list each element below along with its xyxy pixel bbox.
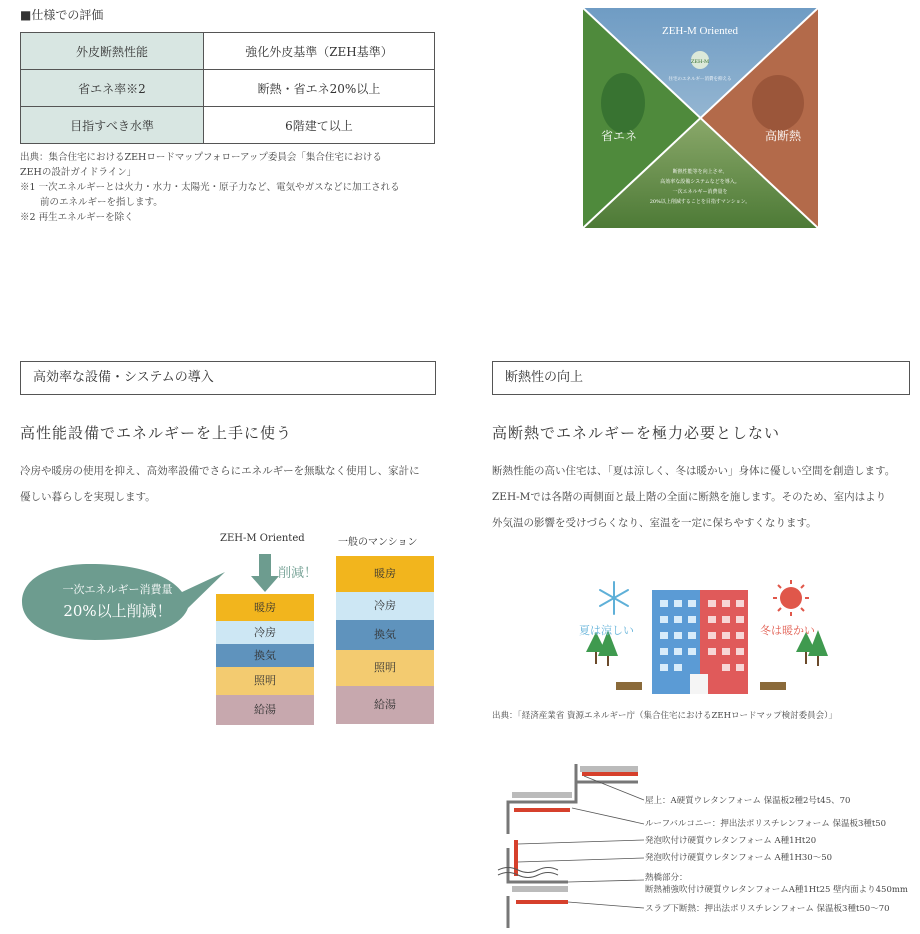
spec-label: 外皮断熱性能: [21, 33, 204, 70]
bar-general-cooling: 冷房: [336, 592, 434, 620]
bar-zeh-lighting: 照明: [216, 667, 314, 695]
poster-bottom-line: 断熱性能等を向上させ、: [672, 169, 728, 175]
legend-thermal-bridge: 熱橋部分：: [645, 873, 688, 883]
zeh-poster-image: [583, 8, 818, 228]
spec-label: [21, 70, 204, 107]
poster-bottom-line: 20%以上削減することを目指すマンション。: [649, 199, 751, 205]
legend-slab: スラブ下断熱：押出法ポリスチレンフォーム 保温板3種t50～70: [645, 904, 890, 914]
equipment-lead: 高性能設備でエネルギーを上手に使う: [20, 424, 293, 442]
bar-zeh-hotwater: 給湯: [216, 695, 314, 725]
poster-title: ZEH-M Oriented: [661, 25, 739, 37]
col-label-general: 一般のマンション: [338, 537, 418, 548]
bubble-line-2: 20%以上削減！: [63, 602, 172, 620]
body-line: 外気温の影響を受けづらくなり、室温を一定に保ちやすくなります。: [492, 517, 817, 529]
down-arrow-icon: [250, 554, 280, 594]
legend-foam-b: 発泡吹付け硬質ウレタンフォーム A種1H30～50: [645, 853, 833, 863]
spec-value: 断熱・省エネ20%以上: [204, 70, 435, 107]
bar-general-lighting: 照明: [336, 650, 434, 686]
spec-notes: [20, 150, 440, 225]
snowflake-icon: [600, 582, 628, 614]
table-row: [21, 107, 435, 144]
equipment-body: [20, 458, 440, 510]
note-line: 前のエネルギーを指します。: [40, 197, 163, 208]
spec-value: 強化外皮基準（ZEH基準）: [204, 33, 435, 70]
col-label-zeh: ZEH-M Oriented: [220, 533, 305, 544]
bar-zeh-ventilation: 換気: [216, 644, 314, 667]
legend-roof: 屋上：A硬質ウレタンフォーム 保温板2種2号t45、70: [645, 796, 851, 806]
spec-label-text: 省エネ率※2: [78, 81, 146, 96]
bar-zeh-heating: 暖房: [216, 594, 314, 621]
section-heading-equipment: 高効率な設備・システムの導入: [20, 361, 436, 395]
poster-bottom-line: 一次エネルギー消費量を: [672, 189, 728, 195]
body-line: 断熱性能の高い住宅は、「夏は涼しく、冬は暖かい」身体に優しい空間を創造します。: [492, 465, 896, 477]
winter-warm-label: 冬は暖かい: [760, 624, 815, 637]
note-line: ZEHの設計ガイドライン」: [20, 167, 137, 178]
section-heading-insulation: 断熱性の向上: [492, 361, 910, 395]
note-line: 出典：集合住宅におけるZEHロードマップフォローアップ委員会「集合住宅における: [20, 152, 382, 163]
poster-right-caption: 高断熱: [764, 129, 802, 143]
poster-bottom-line: 高効率な設備システムなどを導入。: [660, 179, 740, 185]
insulation-lead: 高断熱でエネルギーを極力必要としない: [492, 424, 781, 442]
spec-label: 目指すべき水準: [21, 107, 204, 144]
body-line: 優しい暮らしを実現します。: [20, 491, 156, 503]
legend-roof-balcony: ルーフバルコニー：押出法ポリスチレンフォーム 保温板3種t50: [645, 819, 887, 829]
bar-general-ventilation: 換気: [336, 620, 434, 650]
insulation-source: 出典：「経済産業省 資源エネルギー庁（集合住宅におけるZEHロードマップ検討委員会）」: [492, 711, 837, 721]
legend-foam-a: 発泡吹付け硬質ウレタンフォーム A種1Ht20: [645, 836, 817, 846]
bar-general-hotwater: 給湯: [336, 686, 434, 724]
sun-icon: [773, 580, 809, 616]
table-row: [21, 33, 435, 70]
spec-table: [20, 32, 435, 144]
insulation-section-diagram: [488, 762, 648, 930]
poster-badge: ZEH-M: [690, 59, 710, 65]
body-line: 冷房や暖房の使用を抑え、高効率設備でさらにエネルギーを無駄なく使用し、家計に: [20, 465, 420, 477]
spec-value: 6階建て以上: [204, 107, 435, 144]
insulation-body: [492, 458, 912, 536]
summer-cool-label: 夏は涼しい: [579, 624, 634, 637]
note-line: ※2 再生エネルギーを除く: [20, 212, 134, 223]
body-line: ZEH-Mでは各階の両側面と最上階の全面に断熱を施します。そのため、室内はより: [492, 491, 887, 503]
reduce-label: 削減！: [278, 566, 318, 581]
table-row: [21, 70, 435, 107]
poster-sub: 住宅のエネルギー消費を抑える: [668, 77, 732, 82]
bar-general-heating: 暖房: [336, 556, 434, 592]
energy-comparison-chart: [20, 530, 440, 730]
poster-left-caption: 省エネ: [600, 129, 638, 143]
bubble-line-1: 一次エネルギー消費量: [62, 583, 173, 596]
note-line: ※1 一次エネルギーとは火力・水力・太陽光・原子力など、電気やガスなどに加工される: [20, 182, 400, 193]
legend-thermal-bridge-detail: 断熱補強吹付け硬質ウレタンフォームA種1Ht25 壁内面より450mm: [645, 885, 908, 895]
spec-heading: ■仕様での評価: [20, 8, 104, 22]
bar-zeh-cooling: 冷房: [216, 621, 314, 644]
